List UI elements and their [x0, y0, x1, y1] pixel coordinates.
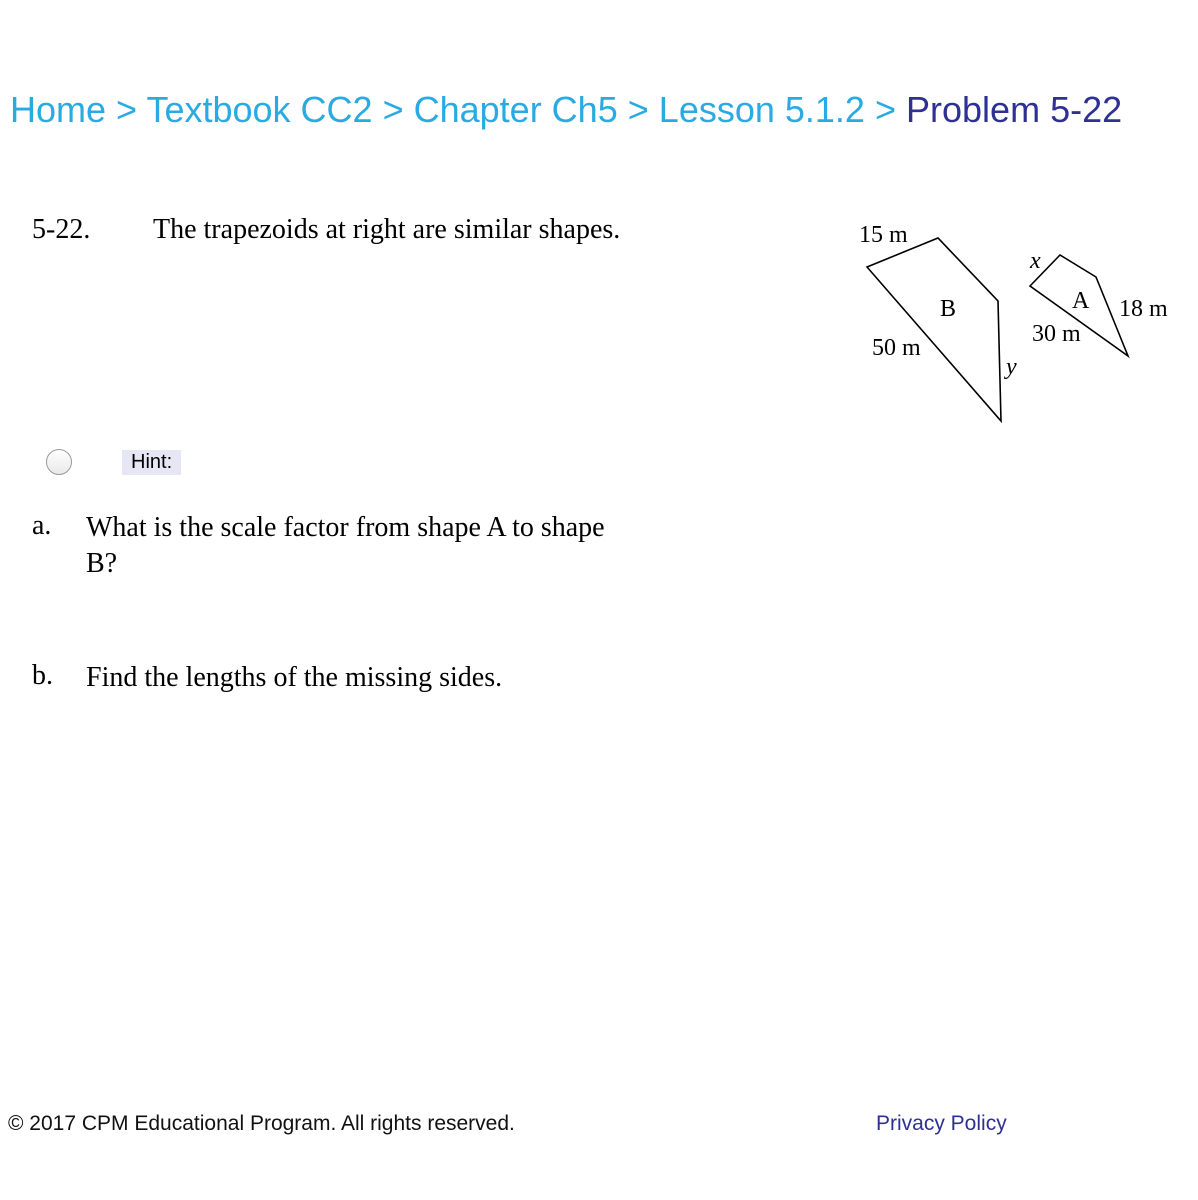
part-b-letter: b.	[32, 660, 53, 691]
hint-toggle-checkbox[interactable]	[46, 449, 72, 475]
problem-number: 5-22.	[32, 214, 91, 245]
shape-b-right-side-label: y	[1006, 354, 1017, 380]
similar-trapezoids-figure	[850, 210, 1190, 440]
trapezoid-b	[867, 238, 1001, 421]
copyright-notice: © 2017 CPM Educational Program. All rights reserved.	[8, 1112, 515, 1135]
hint-label[interactable]: Hint:	[122, 450, 181, 475]
shape-a-left-side-label: 30 m	[1032, 321, 1081, 347]
breadcrumb-textbook-link[interactable]: Textbook CC2	[146, 89, 373, 130]
problem-statement: The trapezoids at right are similar shapes.	[153, 214, 621, 245]
shape-a-label: A	[1072, 288, 1090, 314]
breadcrumb-separator: >	[874, 89, 896, 130]
breadcrumb-separator: >	[382, 89, 404, 130]
privacy-policy-link[interactable]: Privacy Policy	[876, 1112, 1007, 1135]
shape-b-left-side-label: 50 m	[872, 335, 921, 361]
shape-b-label: B	[940, 296, 957, 322]
part-a-question: What is the scale factor from shape A to shape B?	[86, 512, 605, 579]
breadcrumb-separator: >	[116, 89, 138, 130]
shape-b-top-side-label: 15 m	[859, 222, 908, 248]
breadcrumb-lesson-link[interactable]: Lesson 5.1.2	[658, 89, 865, 130]
shape-a-top-side-label: x	[1030, 248, 1041, 274]
breadcrumb-separator: >	[627, 89, 649, 130]
part-b-question: Find the lengths of the missing sides.	[86, 662, 503, 693]
breadcrumb	[10, 88, 1122, 132]
breadcrumb-home-link[interactable]: Home	[10, 89, 107, 130]
part-a-letter: a.	[32, 510, 52, 541]
breadcrumb-current-problem: Problem 5-22	[906, 89, 1123, 130]
breadcrumb-chapter-link[interactable]: Chapter Ch5	[413, 89, 618, 130]
shape-a-right-side-label: 18 m	[1119, 296, 1168, 322]
